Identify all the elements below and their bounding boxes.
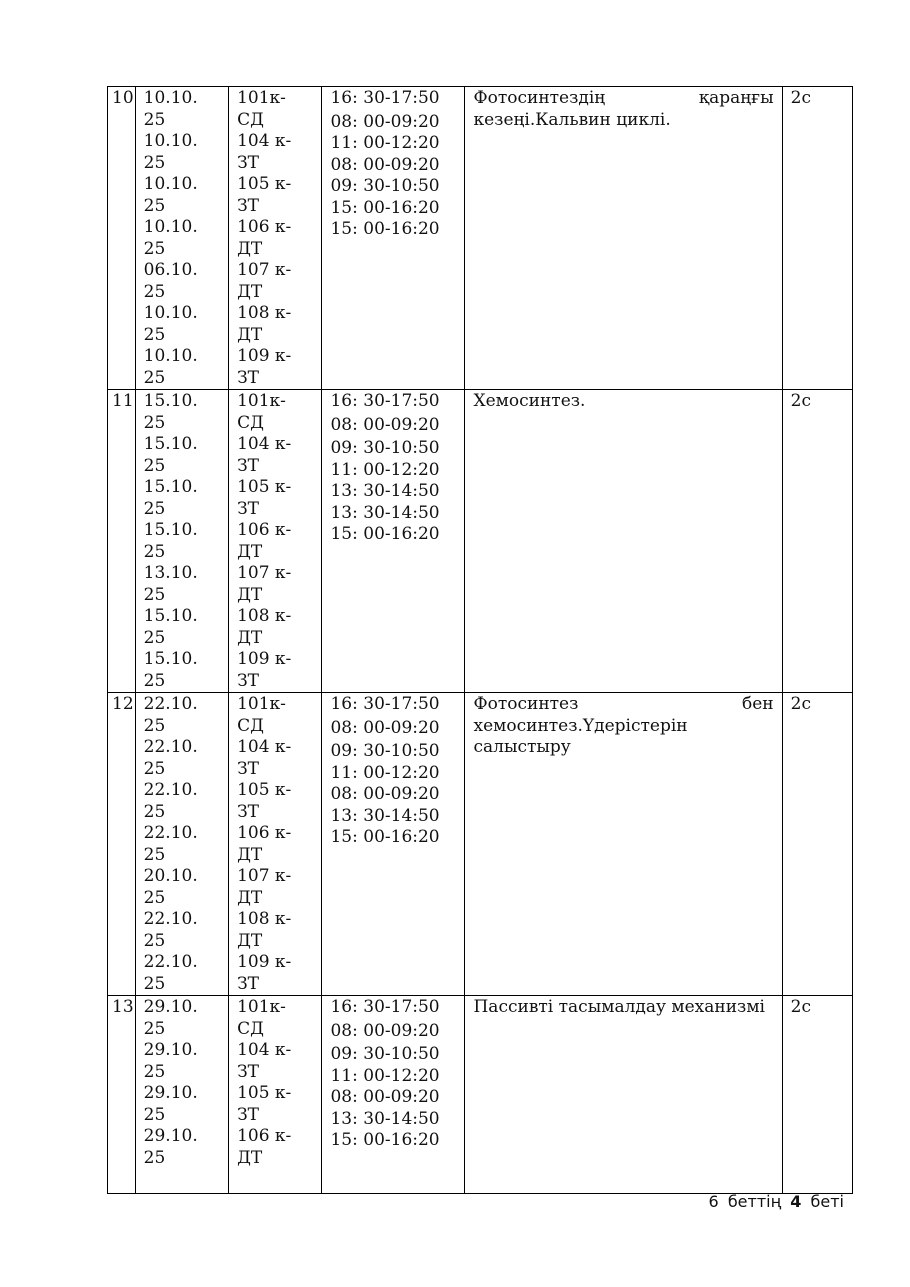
date-text: 22.10. bbox=[143, 909, 198, 929]
date-text: 25 bbox=[143, 238, 166, 259]
time-slot: 08: 00-09:20 bbox=[330, 1087, 440, 1107]
date-text: 25 bbox=[143, 324, 166, 345]
time-slot: 13: 30-14:50 bbox=[330, 805, 440, 826]
date-text: 15.10. bbox=[143, 520, 198, 540]
group-text: 104 к- bbox=[237, 434, 292, 454]
date-text: 25 bbox=[143, 627, 166, 648]
hours-text: 2с bbox=[790, 88, 811, 108]
group-text: 109 к- bbox=[237, 952, 292, 972]
time-slot: 15: 00-16:20 bbox=[330, 219, 440, 239]
group-text: 105 к- bbox=[237, 477, 292, 497]
date-text: 25 bbox=[143, 367, 166, 388]
group-text: 109 к- bbox=[237, 649, 292, 669]
schedule-body bbox=[108, 87, 853, 1194]
date-text: 10.10. bbox=[143, 217, 198, 237]
group-text: 101к- bbox=[237, 391, 286, 411]
group-text: ДТ bbox=[237, 930, 263, 951]
group-text: ЗТ bbox=[237, 152, 260, 173]
group-text: ЗТ bbox=[237, 195, 260, 216]
date-text: 10.10. bbox=[143, 346, 198, 366]
group-text: 107 к- bbox=[237, 563, 292, 583]
time-slot: 11: 00-12:20 bbox=[330, 1065, 440, 1086]
time-slot: 15: 00-16:20 bbox=[330, 827, 440, 847]
hours-cell bbox=[782, 996, 852, 1194]
group-text: 101к- bbox=[237, 694, 286, 714]
group-text: 106 к- bbox=[237, 1126, 292, 1146]
row-number: 13 bbox=[112, 997, 134, 1017]
group-text: 106 к- bbox=[237, 520, 292, 540]
group-text: ЗТ bbox=[237, 455, 260, 476]
time-slot: 08: 00-09:20 bbox=[330, 111, 440, 132]
group-text: ДТ bbox=[237, 887, 263, 908]
page-word-of: беттің bbox=[727, 1192, 782, 1211]
topic-cell bbox=[465, 87, 782, 390]
date-text: 25 bbox=[143, 758, 166, 779]
group-text: 107 к- bbox=[237, 866, 292, 886]
group-text: 106 к- bbox=[237, 823, 292, 843]
time-slot: 13: 30-14:50 bbox=[330, 502, 440, 523]
row-number: 11 bbox=[112, 391, 134, 411]
time-slot: 16: 30-17:50 bbox=[330, 694, 440, 714]
group-text: ЗТ bbox=[237, 801, 260, 822]
group-text: 101к- bbox=[237, 997, 286, 1017]
group-text: 107 к- bbox=[237, 260, 292, 280]
date-text: 15.10. bbox=[143, 606, 198, 626]
row-number: 12 bbox=[112, 694, 134, 714]
date-text: 29.10. bbox=[143, 1126, 198, 1146]
group-text: 108 к- bbox=[237, 909, 292, 929]
time-slot: 15: 00-16:20 bbox=[330, 1130, 440, 1150]
time-cell bbox=[322, 996, 465, 1194]
time-slot: 09: 30-10:50 bbox=[330, 176, 440, 196]
hours-cell bbox=[782, 390, 852, 693]
group-text: ЗТ bbox=[237, 1104, 260, 1125]
group-text: 108 к- bbox=[237, 606, 292, 626]
time-cell bbox=[322, 693, 465, 996]
group-text: 105 к- bbox=[237, 174, 292, 194]
date-text: 22.10. bbox=[143, 737, 198, 757]
date-text: 25 bbox=[143, 670, 166, 691]
time-cell bbox=[322, 87, 465, 390]
topic-cell bbox=[465, 390, 782, 693]
group-text: СД bbox=[237, 109, 264, 130]
hours-cell bbox=[782, 87, 852, 390]
group-text: ДТ bbox=[237, 281, 263, 302]
date-text: 25 bbox=[143, 887, 166, 908]
date-text: 25 bbox=[143, 1147, 166, 1168]
time-slot: 15: 00-16:20 bbox=[330, 197, 440, 218]
time-slot: 09: 30-10:50 bbox=[330, 438, 440, 458]
group-text: 109 к- bbox=[237, 346, 292, 366]
date-text: 22.10. bbox=[143, 694, 198, 714]
time-slot: 16: 30-17:50 bbox=[330, 391, 440, 411]
date-text: 25 bbox=[143, 930, 166, 951]
group-text: ДТ bbox=[237, 584, 263, 605]
hours-text: 2с bbox=[790, 391, 811, 411]
time-slot: 13: 30-14:50 bbox=[330, 481, 440, 501]
row-number-cell bbox=[108, 390, 136, 693]
row-number-cell bbox=[108, 87, 136, 390]
date-text: 22.10. bbox=[143, 780, 198, 800]
group-text: 108 к- bbox=[237, 303, 292, 323]
group-text: 104 к- bbox=[237, 1040, 292, 1060]
date-text: 25 bbox=[143, 498, 166, 519]
date-text: 25 bbox=[143, 1104, 166, 1125]
date-cell bbox=[135, 996, 228, 1194]
time-slot: 11: 00-12:20 bbox=[330, 762, 440, 783]
date-text: 15.10. bbox=[143, 477, 198, 497]
group-text: ДТ bbox=[237, 1147, 263, 1168]
group-text: 104 к- bbox=[237, 737, 292, 757]
group-text: 106 к- bbox=[237, 217, 292, 237]
table-row bbox=[108, 996, 853, 1194]
time-slot: 11: 00-12:20 bbox=[330, 133, 440, 153]
date-text: 15.10. bbox=[143, 391, 198, 411]
date-text: 29.10. bbox=[143, 1083, 198, 1103]
date-text: 15.10. bbox=[143, 434, 198, 454]
date-text: 25 bbox=[143, 541, 166, 562]
topic-text: Пассивті тасымалдау механизмі bbox=[473, 997, 765, 1017]
date-text: 29.10. bbox=[143, 997, 198, 1017]
group-text: СД bbox=[237, 715, 264, 736]
row-number: 10 bbox=[112, 88, 134, 108]
time-slot: 15: 00-16:20 bbox=[330, 524, 440, 544]
group-text: ЗТ bbox=[237, 367, 260, 388]
date-text: 25 bbox=[143, 584, 166, 605]
group-cell bbox=[229, 996, 322, 1194]
date-text: 22.10. bbox=[143, 823, 198, 843]
date-text: 06.10. bbox=[143, 260, 198, 280]
group-text: ЗТ bbox=[237, 1061, 260, 1082]
date-text: 25 bbox=[143, 844, 166, 865]
date-text: 25 bbox=[143, 281, 166, 302]
page-word-page: беті bbox=[810, 1192, 844, 1211]
time-slot: 13: 30-14:50 bbox=[330, 1108, 440, 1129]
group-text: ДТ bbox=[237, 238, 263, 259]
page-current: 4 bbox=[790, 1192, 802, 1211]
group-cell bbox=[229, 693, 322, 996]
page-footer bbox=[709, 1192, 844, 1211]
topic-text: Фотосинтез бен хемосинтез.Үдерістерін салыстыру bbox=[473, 694, 774, 757]
date-text: 15.10. bbox=[143, 649, 198, 669]
topic-text: Хемосинтез. bbox=[473, 391, 586, 411]
date-text: 10.10. bbox=[143, 303, 198, 323]
date-text: 25 bbox=[143, 1018, 166, 1039]
table-row bbox=[108, 693, 853, 996]
time-slot: 08: 00-09:20 bbox=[330, 717, 440, 738]
time-slot: 08: 00-09:20 bbox=[330, 784, 440, 804]
time-slot: 08: 00-09:20 bbox=[330, 414, 440, 435]
group-text: ЗТ bbox=[237, 758, 260, 779]
time-slot: 08: 00-09:20 bbox=[330, 1020, 440, 1041]
group-text: СД bbox=[237, 1018, 264, 1039]
group-text: ДТ bbox=[237, 627, 263, 648]
date-cell bbox=[135, 87, 228, 390]
time-slot: 11: 00-12:20 bbox=[330, 459, 440, 480]
time-cell bbox=[322, 390, 465, 693]
date-text: 25 bbox=[143, 412, 166, 433]
date-text: 13.10. bbox=[143, 563, 198, 583]
group-cell bbox=[229, 87, 322, 390]
group-text: ЗТ bbox=[237, 973, 260, 994]
date-text: 25 bbox=[143, 715, 166, 736]
date-text: 25 bbox=[143, 801, 166, 822]
date-text: 29.10. bbox=[143, 1040, 198, 1060]
date-text: 10.10. bbox=[143, 131, 198, 151]
group-text: 105 к- bbox=[237, 780, 292, 800]
date-cell bbox=[135, 693, 228, 996]
group-text: 104 к- bbox=[237, 131, 292, 151]
topic-cell bbox=[465, 693, 782, 996]
date-text: 10.10. bbox=[143, 88, 198, 108]
group-text: СД bbox=[237, 412, 264, 433]
group-text: ДТ bbox=[237, 844, 263, 865]
date-cell bbox=[135, 390, 228, 693]
group-text: ДТ bbox=[237, 541, 263, 562]
date-text: 25 bbox=[143, 195, 166, 216]
time-slot: 09: 30-10:50 bbox=[330, 1044, 440, 1064]
date-text: 10.10. bbox=[143, 174, 198, 194]
date-text: 20.10. bbox=[143, 866, 198, 886]
hours-text: 2с bbox=[790, 694, 811, 714]
schedule-table bbox=[107, 86, 853, 1194]
time-slot: 16: 30-17:50 bbox=[330, 88, 440, 108]
date-text: 25 bbox=[143, 152, 166, 173]
hours-cell bbox=[782, 693, 852, 996]
time-slot: 16: 30-17:50 bbox=[330, 997, 440, 1017]
table-row bbox=[108, 390, 853, 693]
group-text: ДТ bbox=[237, 324, 263, 345]
row-number-cell bbox=[108, 693, 136, 996]
row-number-cell bbox=[108, 996, 136, 1194]
date-text: 25 bbox=[143, 973, 166, 994]
date-text: 25 bbox=[143, 455, 166, 476]
topic-text: Фотосинтездің қараңғы кезеңі.Кальвин циклі. bbox=[473, 88, 774, 130]
time-slot: 09: 30-10:50 bbox=[330, 741, 440, 761]
date-text: 25 bbox=[143, 109, 166, 130]
date-text: 25 bbox=[143, 1061, 166, 1082]
hours-text: 2с bbox=[790, 997, 811, 1017]
group-text: 105 к- bbox=[237, 1083, 292, 1103]
date-text: 22.10. bbox=[143, 952, 198, 972]
group-text: ЗТ bbox=[237, 498, 260, 519]
time-slot: 08: 00-09:20 bbox=[330, 154, 440, 175]
page-total: 6 bbox=[708, 1192, 719, 1211]
group-text: 101к- bbox=[237, 88, 286, 108]
group-cell bbox=[229, 390, 322, 693]
table-row bbox=[108, 87, 853, 390]
group-text: ЗТ bbox=[237, 670, 260, 691]
topic-cell bbox=[465, 996, 782, 1194]
